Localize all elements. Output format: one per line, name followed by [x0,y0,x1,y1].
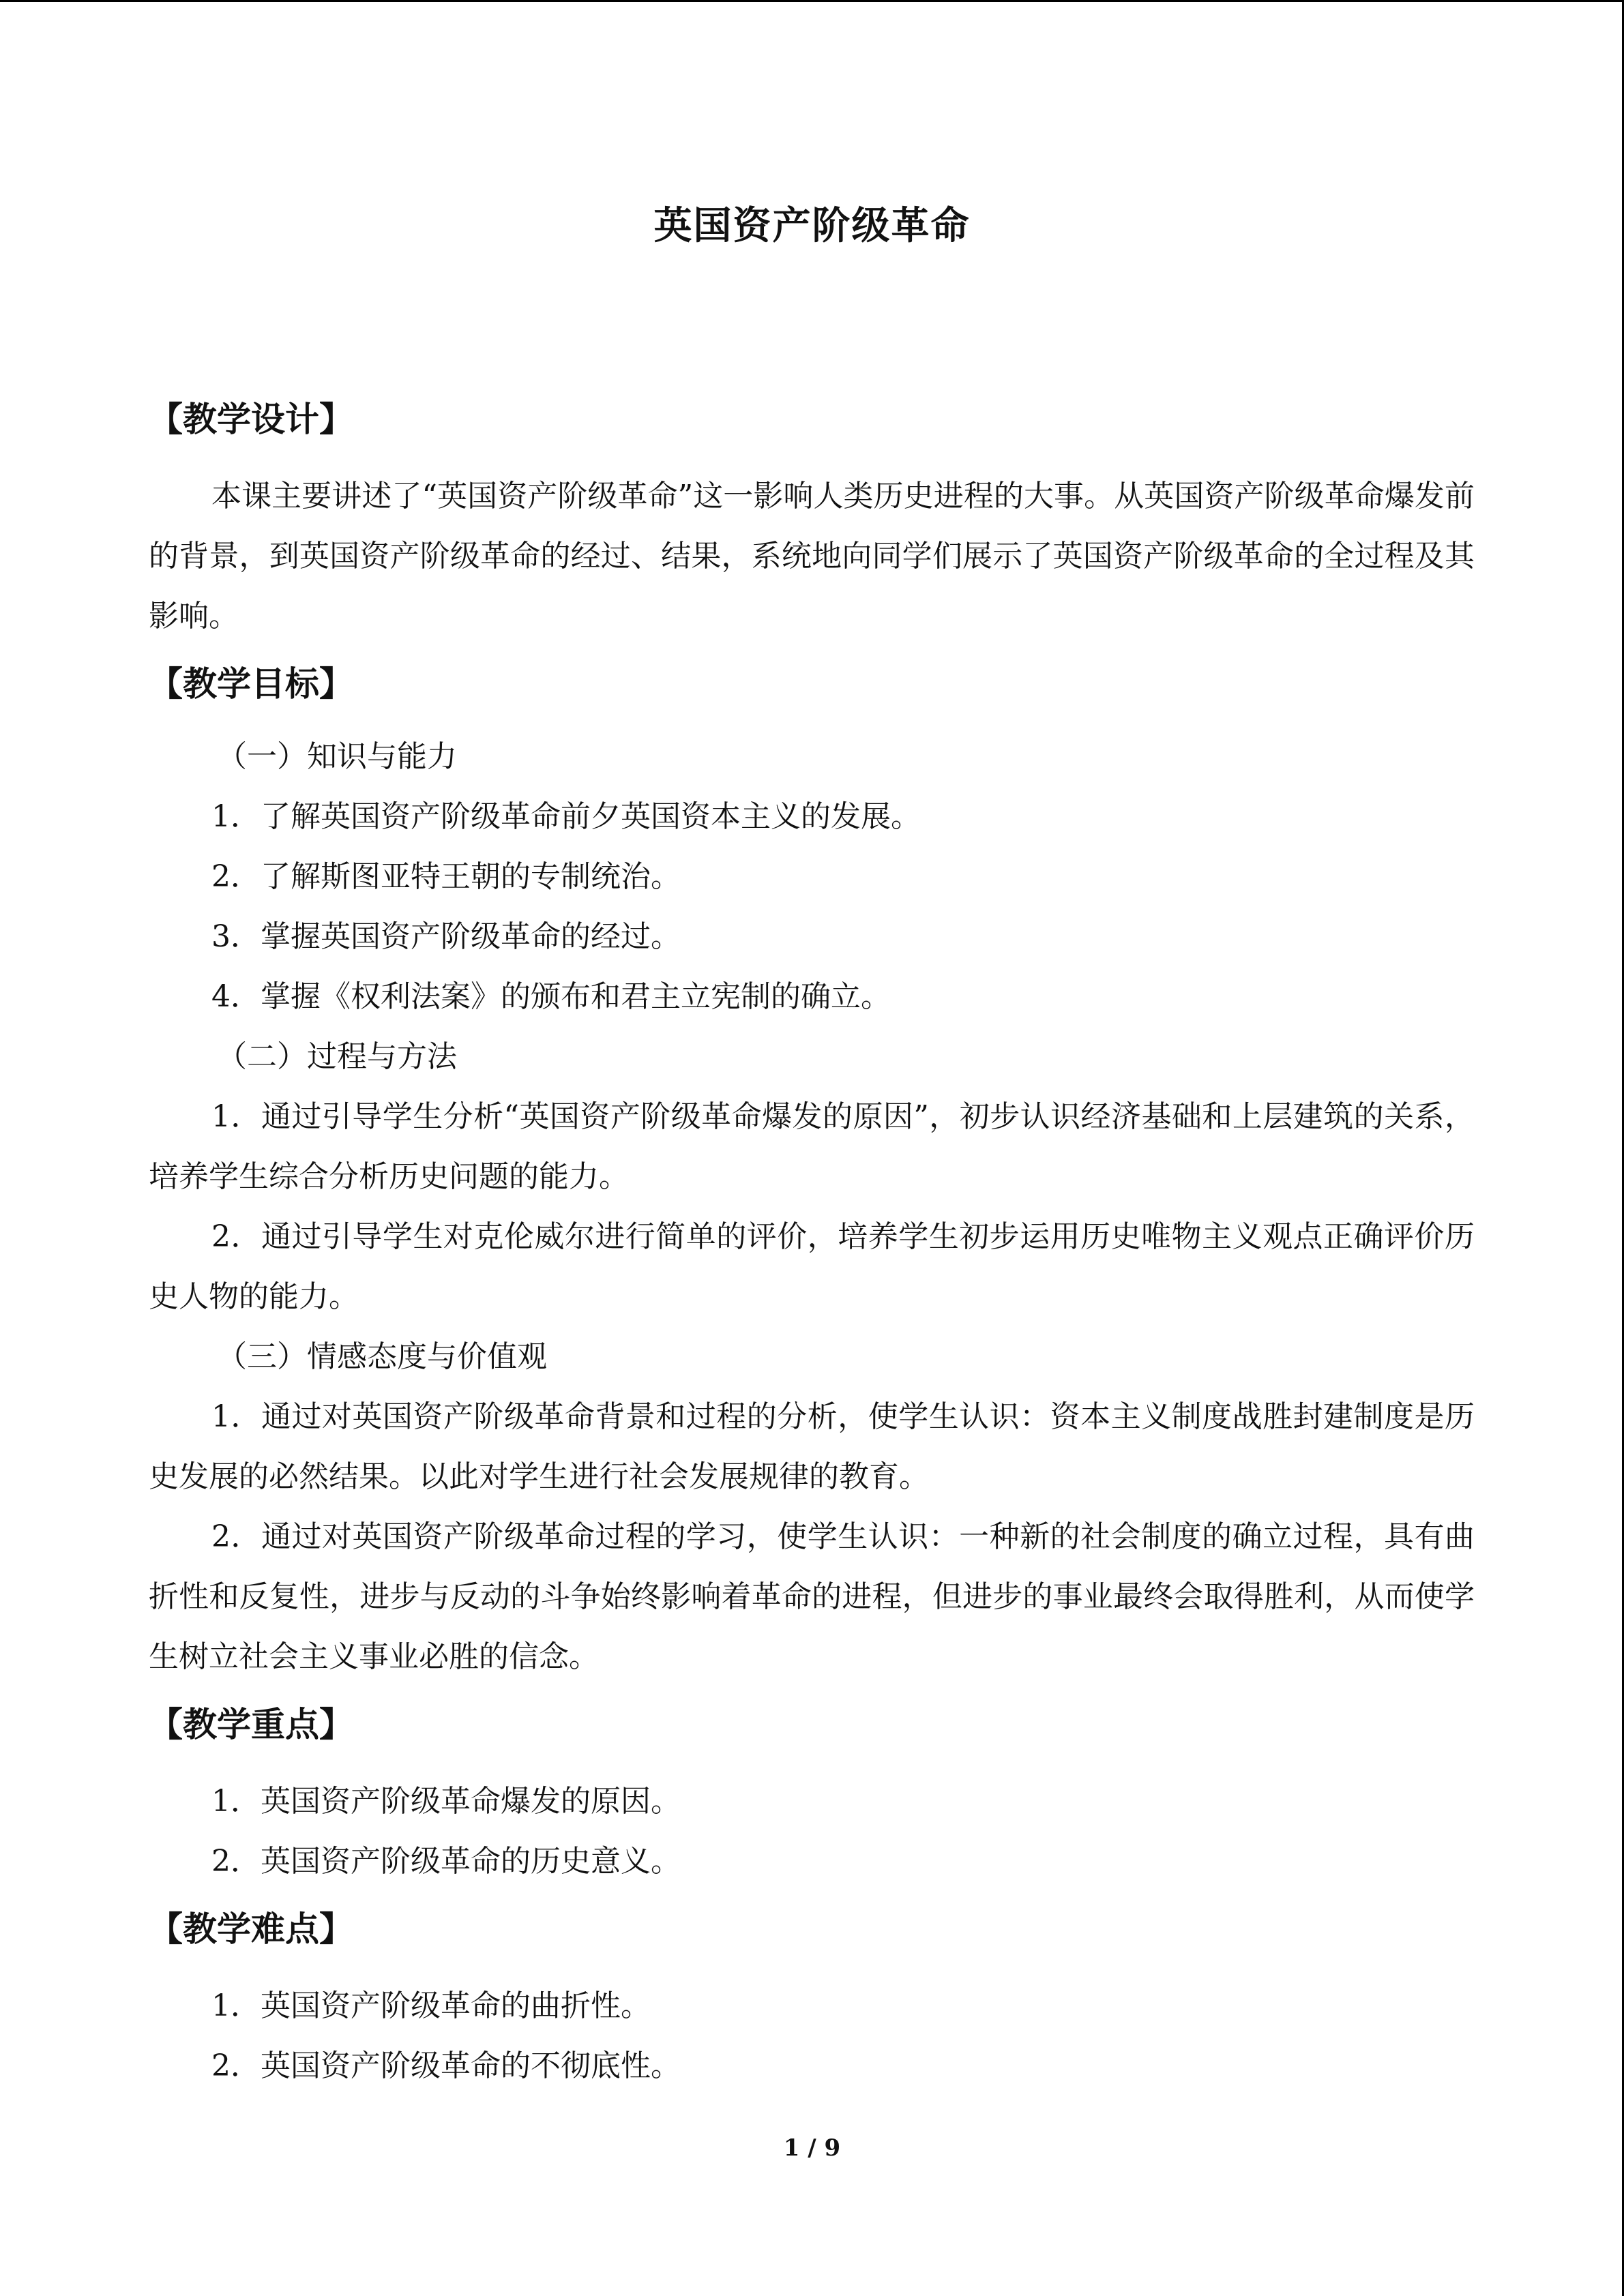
list-item: 1．通过引导学生分析“英国资产阶级革命爆发的原因”，初步认识经济基础和上层建筑的关系，培养学生综合分析历史问题的能力。 [149,1099,1475,1194]
list-item: 1．英国资产阶级革命的曲折性。 [211,1988,651,2023]
list-item: 3．掌握英国资产阶级革命的经过。 [211,919,681,954]
page-title: 英国资产阶级革命 [653,203,971,248]
list-item: 2．英国资产阶级革命的历史意义。 [211,1844,681,1879]
list-item: 1．了解英国资产阶级革命前夕英国资本主义的发展。 [211,799,921,834]
list-item: 1．英国资产阶级革命爆发的原因。 [211,1784,681,1819]
section-heading-objectives: 【教学目标】 [149,664,353,704]
section-heading-difficulties: 【教学难点】 [149,1909,353,1949]
list-item: 2．通过对英国资产阶级革命过程的学习，使学生认识：一种新的社会制度的确立过程，具有曲折性和反复性，进步与反动的斗争始终影响着革命的进程，但进步的事业最终会取得胜利，从而使学生树立社会主义事业必胜的信念。 [149,1519,1475,1674]
list-item: 2．英国资产阶级革命的不彻底性。 [211,2048,681,2083]
list-item: 2．了解斯图亚特王朝的专制统治。 [211,859,681,894]
section-heading-design: 【教学设计】 [149,399,353,439]
list-item: 1．通过对英国资产阶级革命背景和过程的分析，使学生认识：资本主义制度战胜封建制度是历史发展的必然结果。以此对学生进行社会发展规律的教育。 [149,1399,1475,1494]
document-body [149,382,1475,2096]
page-top-border [0,0,1624,2]
design-paragraph: 本课主要讲述了“英国资产阶级革命”这一影响人类历史进程的大事。从英国资产阶级革命爆发前的背景，到英国资产阶级革命的经过、结果，系统地向同学们展示了英国资产阶级革命的全过程及其影响。 [149,479,1475,633]
subheading-knowledge: （一）知识与能力 [217,739,457,774]
list-item: 2．通过引导学生对克伦威尔进行简单的评价，培养学生初步运用历史唯物主义观点正确评价历史人物的能力。 [149,1219,1475,1314]
section-heading-key-points: 【教学重点】 [149,1704,353,1744]
subheading-process: （二）过程与方法 [217,1039,457,1074]
subheading-values: （三）情感态度与价值观 [217,1339,547,1374]
page-number: 1 / 9 [783,2134,841,2162]
list-item: 4．掌握《权利法案》的颁布和君主立宪制的确立。 [211,979,891,1014]
